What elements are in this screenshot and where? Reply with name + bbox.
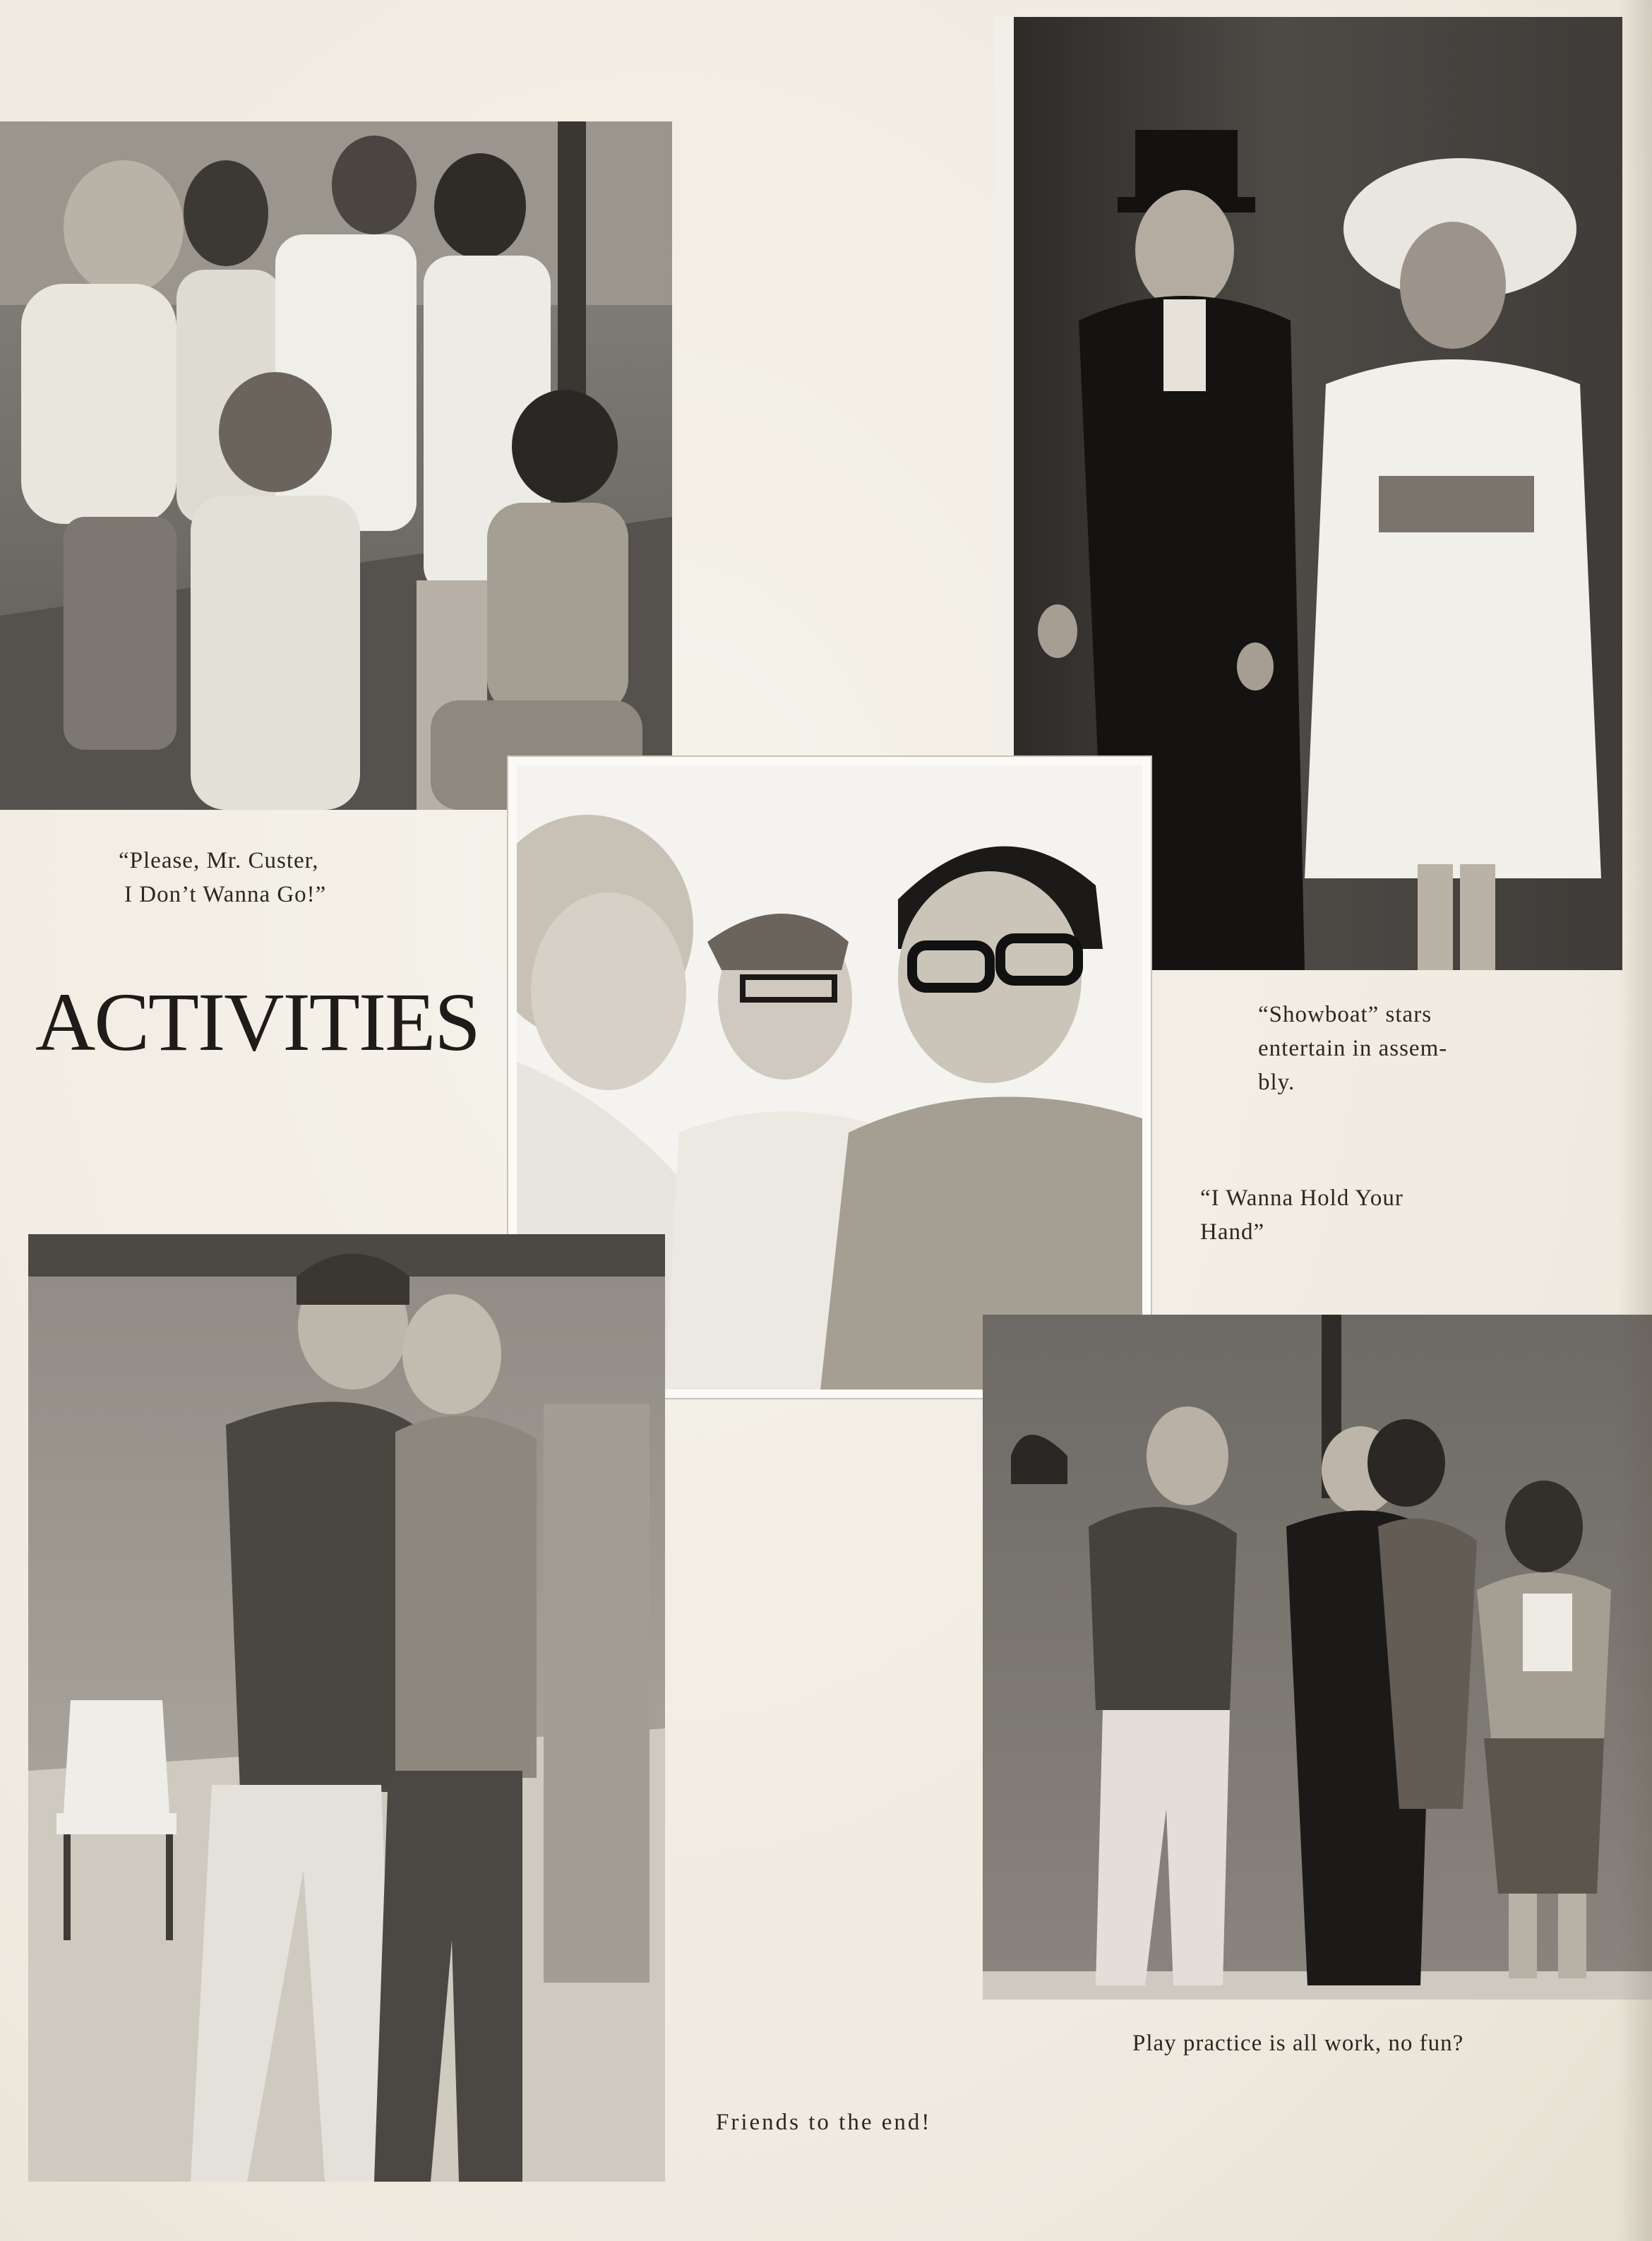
caption-line: entertain in assem- xyxy=(1258,1036,1448,1061)
caption-showboat xyxy=(1258,998,1447,1099)
photo-friends-to-the-end xyxy=(28,1234,665,2182)
caption-hold-your-hand xyxy=(1200,1181,1403,1249)
caption-line: “Please, Mr. Custer, xyxy=(119,848,319,873)
caption-line: Hand” xyxy=(1200,1219,1265,1245)
caption-line: I Don’t Wanna Go!” xyxy=(124,882,327,907)
page-edge-shadow xyxy=(1618,0,1652,2241)
photo-please-mr-custer xyxy=(0,121,672,810)
caption-friends: Friends to the end! xyxy=(716,2110,932,2135)
photo-play-practice xyxy=(983,1315,1652,2000)
caption-play-practice: Play practice is all work, no fun? xyxy=(1132,2031,1464,2056)
caption-line: bly. xyxy=(1258,1070,1295,1095)
caption-line: “I Wanna Hold Your xyxy=(1200,1185,1403,1211)
page-title: ACTIVITIES xyxy=(35,976,479,1068)
caption-please-mr-custer xyxy=(119,844,326,912)
caption-line: “Showboat” stars xyxy=(1258,1002,1432,1027)
